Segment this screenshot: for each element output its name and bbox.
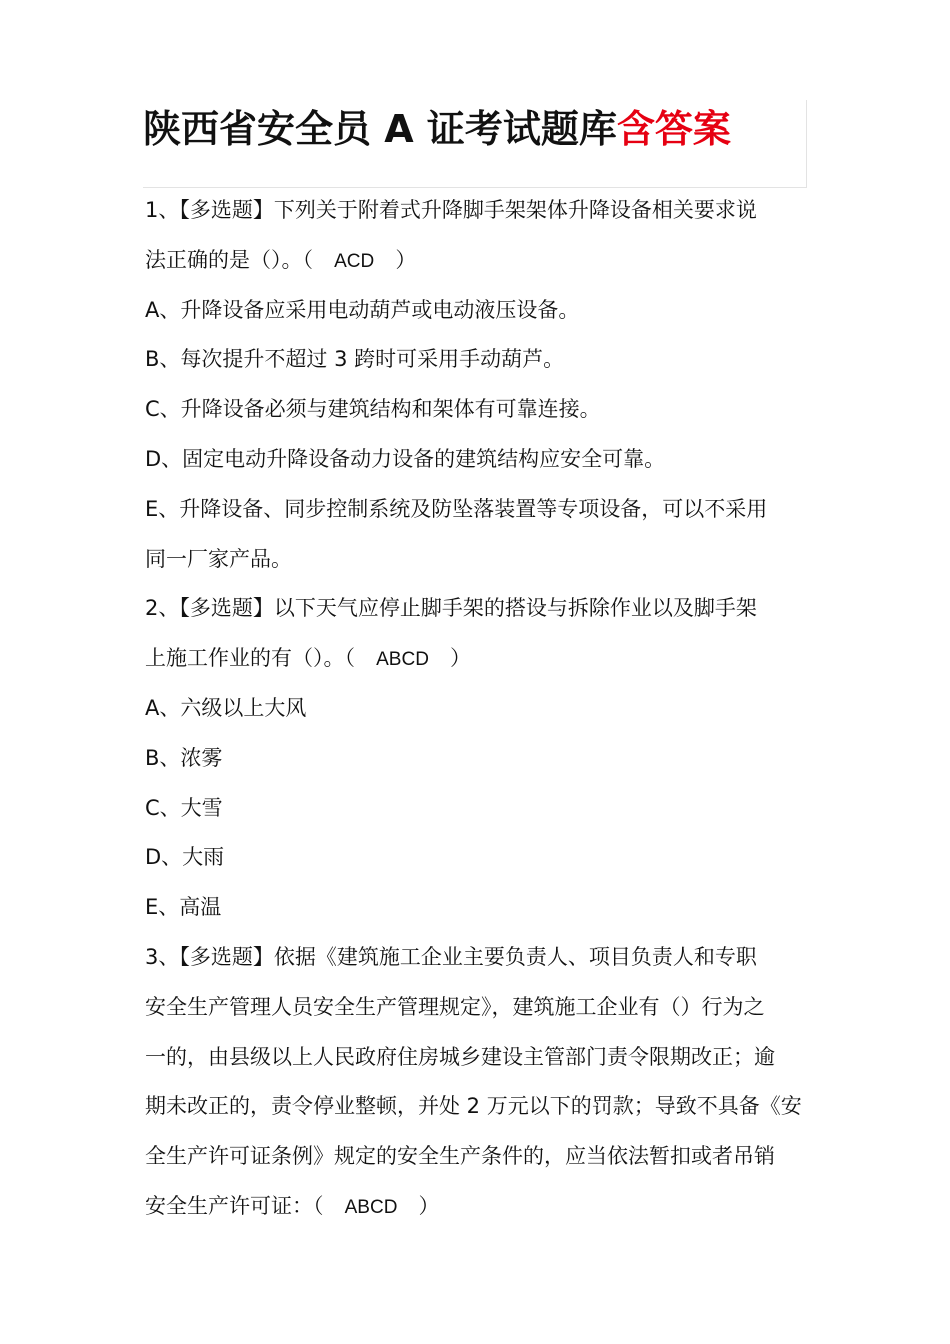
option-b: B、每次提升不超过 3 跨时可采用手动葫芦。 — [145, 347, 565, 372]
question-2 — [145, 584, 810, 933]
option-e-continued: 同一厂家产品。 — [145, 546, 292, 571]
question-1 — [145, 186, 810, 584]
option-a: A、升降设备应采用电动葫芦或电动液压设备。 — [145, 297, 580, 322]
title-highlight: 含答案 — [616, 107, 731, 151]
answer-key: ACD — [334, 250, 375, 272]
option-d: D、固定电动升降设备动力设备的建筑结构应安全可靠。 — [145, 446, 666, 471]
question-text-line: 法正确的是（）。（ ACD ） — [145, 247, 417, 272]
option-b: B、浓雾 — [145, 745, 223, 770]
answer-key: ABCD — [344, 1196, 398, 1218]
question-text-line: 全生产许可证条例》规定的安全生产条件的，应当依法暂扣或者吊销 — [145, 1144, 775, 1169]
page-title — [143, 104, 731, 154]
question-text-line: 1、【多选题】下列关于附着式升降脚手架架体升降设备相关要求说 — [145, 198, 757, 222]
question-text-line: 2、【多选题】以下天气应停止脚手架的搭设与拆除作业以及脚手架 — [145, 596, 757, 621]
question-text-line: 安全生产许可证：（ ABCD ） — [145, 1193, 440, 1218]
option-c: C、大雪 — [145, 795, 223, 820]
question-text-line: 安全生产管理人员安全生产管理规定》，建筑施工企业有（）行为之 — [145, 994, 765, 1019]
question-text-line: 上施工作业的有（）。（ ABCD ） — [145, 646, 472, 671]
question-3 — [145, 933, 810, 1232]
option-c: C、升降设备必须与建筑结构和架体有可靠连接。 — [145, 397, 601, 422]
question-text-line: 期未改正的，责令停业整顿，并处 2 万元以下的罚款；导致不具备《安 — [145, 1094, 802, 1119]
question-list — [145, 186, 810, 1232]
option-e: E、升降设备、同步控制系统及防坠落装置等专项设备，可以不采用 — [145, 496, 768, 521]
option-e: E、高温 — [145, 895, 222, 920]
answer-key: ABCD — [376, 649, 429, 671]
question-text-line: 一的，由县级以上人民政府住房城乡建设主管部门责令限期改正；逾 — [145, 1044, 775, 1069]
option-d: D、大雨 — [145, 845, 225, 870]
option-a: A、六级以上大风 — [145, 695, 307, 720]
title-main: 陕西省安全员 A 证考试题库 — [143, 107, 617, 151]
question-text-line: 3、【多选题】依据《建筑施工企业主要负责人、项目负责人和专职 — [145, 944, 757, 969]
